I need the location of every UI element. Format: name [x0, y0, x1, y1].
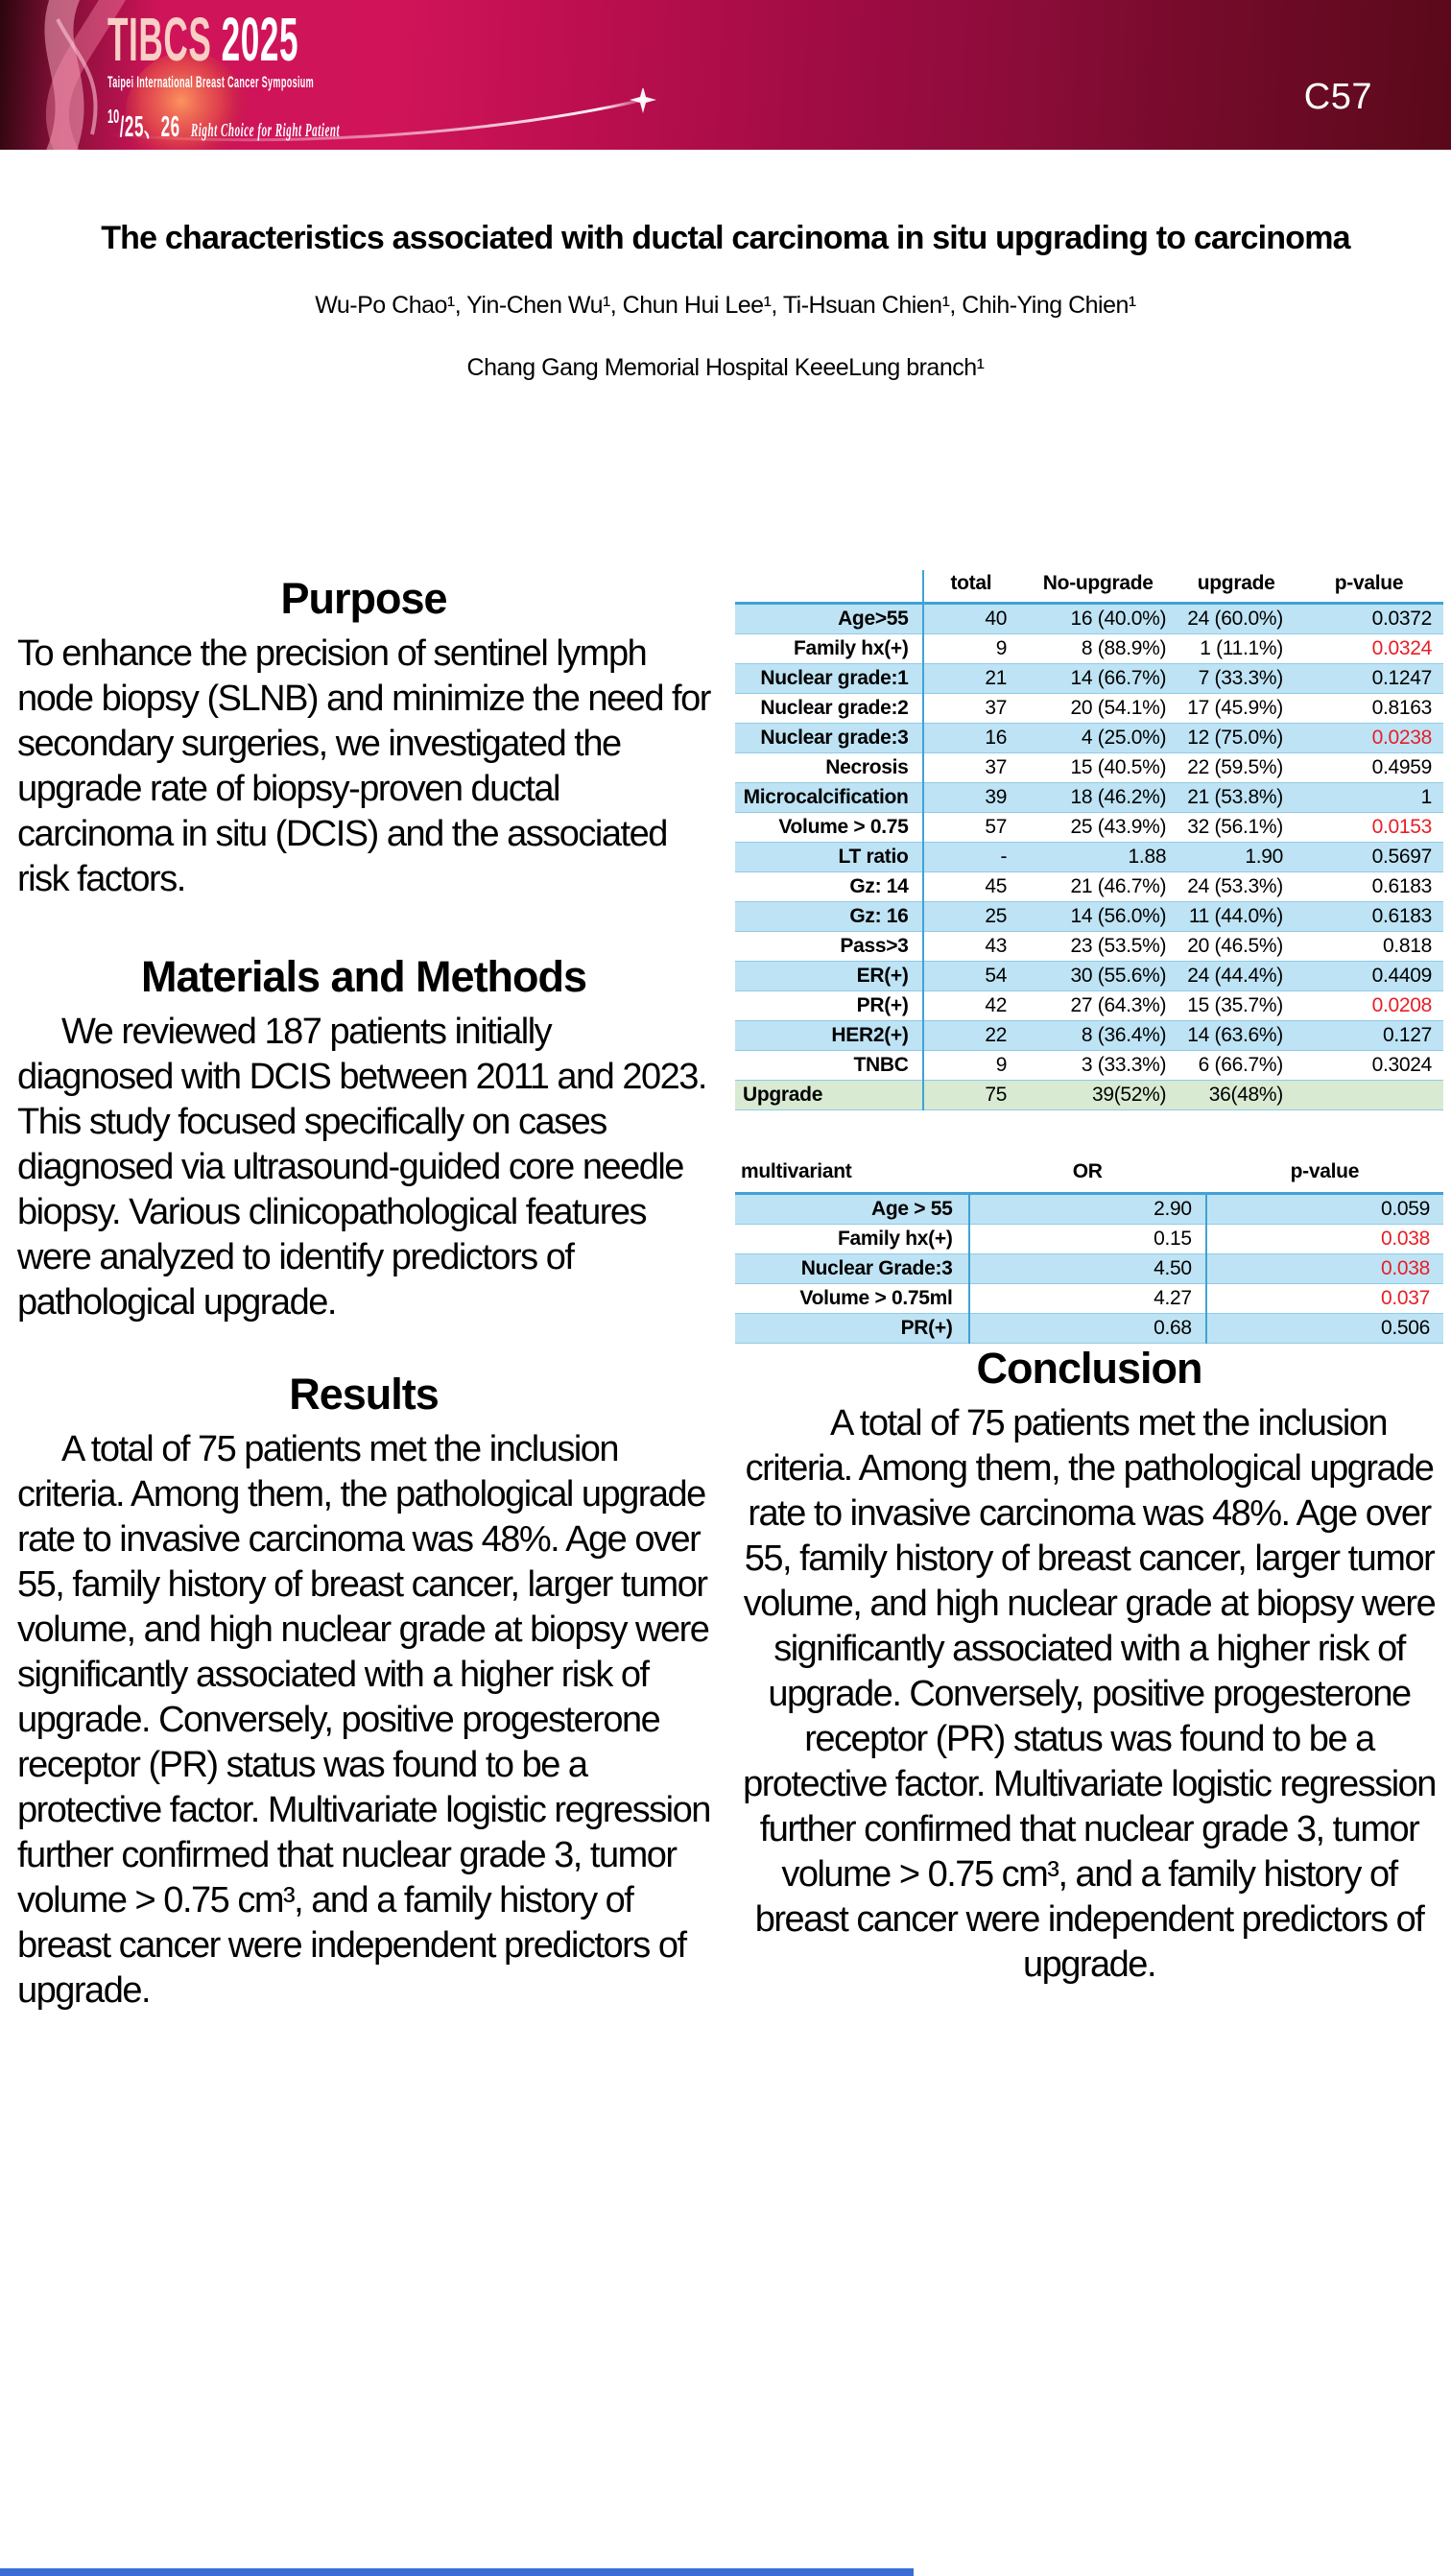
purpose-heading: Purpose	[280, 574, 447, 623]
upgrade-cell: 1 (11.1%)	[1177, 634, 1295, 664]
conclusion-heading: Conclusion	[976, 1344, 1202, 1393]
col-header-upgrade: upgrade	[1177, 570, 1295, 604]
col-header-or: OR	[969, 1155, 1206, 1194]
table-row	[735, 783, 1443, 813]
row-label: LT ratio	[735, 843, 923, 872]
upgrade-cell: 12 (75.0%)	[1177, 724, 1295, 753]
no-upgrade-cell: 20 (54.1%)	[1018, 694, 1177, 724]
row-label: Necrosis	[735, 753, 923, 783]
no-upgrade-cell: 30 (55.6%)	[1018, 962, 1177, 991]
upgrade-cell: 22 (59.5%)	[1177, 753, 1295, 783]
total-cell: 40	[923, 604, 1019, 634]
p-value-cell: 0.038	[1206, 1225, 1443, 1254]
table-row	[735, 1225, 1443, 1254]
p-value-cell: 0.0324	[1295, 634, 1443, 664]
total-cell: 16	[923, 724, 1019, 753]
table-row	[735, 1284, 1443, 1314]
total-cell: 25	[923, 902, 1019, 932]
p-value-cell: 0.038	[1206, 1254, 1443, 1284]
row-label: Nuclear grade:3	[735, 724, 923, 753]
table-row	[735, 724, 1443, 753]
col-header-no-upgrade: No-upgrade	[1018, 570, 1177, 604]
upgrade-cell: 36(48%)	[1177, 1081, 1295, 1110]
upgrade-cell: 17 (45.9%)	[1177, 694, 1295, 724]
row-label: Family hx(+)	[735, 634, 923, 664]
table-row	[735, 753, 1443, 783]
methods-heading: Materials and Methods	[140, 952, 587, 1001]
p-value-cell: 0.6183	[1295, 872, 1443, 902]
title-block	[0, 217, 1451, 382]
no-upgrade-cell: 15 (40.5%)	[1018, 753, 1177, 783]
or-cell: 2.90	[969, 1194, 1206, 1225]
bottom-progress-bar	[0, 2568, 914, 2576]
table-row	[735, 991, 1443, 1021]
row-label: Age>55	[735, 604, 923, 634]
table-row	[735, 664, 1443, 694]
row-label: PR(+)	[735, 1314, 969, 1344]
no-upgrade-cell: 21 (46.7%)	[1018, 872, 1177, 902]
results-heading: Results	[289, 1370, 439, 1419]
total-cell: 57	[923, 813, 1019, 843]
header-row	[735, 1155, 1443, 1194]
upgrade-cell: 20 (46.5%)	[1177, 932, 1295, 962]
table-row	[735, 902, 1443, 932]
table-row	[735, 1051, 1443, 1081]
univariate-table	[735, 570, 1443, 1110]
or-cell: 0.15	[969, 1225, 1206, 1254]
purpose-body: To enhance the precision of sentinel lymph node biopsy (SLNB) and minimize the need for secondary surgeries, we investigated the upgrade rate of biopsy-proven ductal carcinoma in situ (DCIS) and the associated risk factors.	[17, 633, 710, 899]
col-header-multivariant: multivariant	[735, 1155, 969, 1194]
p-value-cell: 0.127	[1295, 1021, 1443, 1051]
total-cell: 54	[923, 962, 1019, 991]
p-value-cell: 0.506	[1206, 1314, 1443, 1344]
table-row	[735, 1254, 1443, 1284]
total-cell: 9	[923, 634, 1019, 664]
row-label: TNBC	[735, 1051, 923, 1081]
total-cell: 22	[923, 1021, 1019, 1051]
table-row	[735, 1314, 1443, 1344]
table-row	[735, 694, 1443, 724]
table-row	[735, 813, 1443, 843]
no-upgrade-cell: 1.88	[1018, 843, 1177, 872]
row-label: Nuclear grade:1	[735, 664, 923, 694]
multivariate-table-body	[735, 1194, 1443, 1344]
univariate-table-body	[735, 604, 1443, 1110]
upgrade-cell: 6 (66.7%)	[1177, 1051, 1295, 1081]
total-cell: 45	[923, 872, 1019, 902]
total-cell: 37	[923, 694, 1019, 724]
no-upgrade-cell: 4 (25.0%)	[1018, 724, 1177, 753]
upgrade-cell: 1.90	[1177, 843, 1295, 872]
row-label: Pass>3	[735, 932, 923, 962]
col-header-p-value: p-value	[1206, 1155, 1443, 1194]
affiliation-line: Chang Gang Memorial Hospital KeeeLung branch¹	[466, 354, 985, 381]
upgrade-cell: 32 (56.1%)	[1177, 813, 1295, 843]
no-upgrade-cell: 3 (33.3%)	[1018, 1051, 1177, 1081]
upgrade-cell: 14 (63.6%)	[1177, 1021, 1295, 1051]
row-label: Microcalcification	[735, 783, 923, 813]
upgrade-cell: 7 (33.3%)	[1177, 664, 1295, 694]
methods-body: We reviewed 187 patients initially diagnosed with DCIS between 2011 and 2023. This study focused specifically on cases diagnosed via ultrasound-guided core needle biopsy. Various clinicopathological features were analyzed to identify predictors of pathological upgrade.	[17, 1012, 706, 1323]
table-row	[735, 604, 1443, 634]
p-value-cell: 0.818	[1295, 932, 1443, 962]
upgrade-summary-row	[735, 1081, 1443, 1110]
right-column	[735, 570, 1443, 1988]
p-value-cell: 1	[1295, 783, 1443, 813]
row-label: Volume > 0.75	[735, 813, 923, 843]
no-upgrade-cell: 14 (66.7%)	[1018, 664, 1177, 694]
header-row	[735, 570, 1443, 604]
total-cell: 75	[923, 1081, 1019, 1110]
row-label: Upgrade	[735, 1081, 923, 1110]
total-cell: 21	[923, 664, 1019, 694]
p-value-cell: 0.0208	[1295, 991, 1443, 1021]
total-cell: 42	[923, 991, 1019, 1021]
logo-date-days: 25、26	[124, 109, 180, 143]
logo-date-month: 10	[107, 107, 120, 128]
table-row	[735, 962, 1443, 991]
row-label: PR(+)	[735, 991, 923, 1021]
no-upgrade-cell: 14 (56.0%)	[1018, 902, 1177, 932]
or-cell: 0.68	[969, 1314, 1206, 1344]
logo-tibcs-text: TIBCS	[107, 5, 212, 74]
multivariate-table	[735, 1155, 1443, 1344]
p-value-cell: 0.8163	[1295, 694, 1443, 724]
univariate-table-header	[735, 570, 1443, 604]
table-row	[735, 1021, 1443, 1051]
poster-code: C57	[1303, 77, 1372, 117]
banner	[0, 0, 1451, 150]
p-value-cell: 0.0153	[1295, 813, 1443, 843]
logo-subtitle: Taipei International Breast Cancer Symposium	[107, 74, 315, 91]
upgrade-cell: 15 (35.7%)	[1177, 991, 1295, 1021]
or-cell: 4.27	[969, 1284, 1206, 1314]
no-upgrade-cell: 23 (53.5%)	[1018, 932, 1177, 962]
no-upgrade-cell: 18 (46.2%)	[1018, 783, 1177, 813]
multivariate-table-header	[735, 1155, 1443, 1194]
upgrade-cell: 11 (44.0%)	[1177, 902, 1295, 932]
row-label: Volume > 0.75ml	[735, 1284, 969, 1314]
p-value-cell	[1295, 1081, 1443, 1110]
results-body: A total of 75 patients met the inclusion criteria. Among them, the pathological upgrade rate to invasive carcinoma was 48%. Age over 55, family history of breast cancer, larger tumor volume, and high nuclear grade at biopsy were significantly associated with a higher risk of upgrade. Conversely, positive progesterone receptor (PR) status was found to be a protective factor. Multivariate logistic regression further confirmed that nuclear grade 3, tumor volume > 0.75 cm³, and a family history of breast cancer were independent predictors of upgrade.	[17, 1429, 710, 2011]
col-header-p-value: p-value	[1295, 570, 1443, 604]
no-upgrade-cell: 25 (43.9%)	[1018, 813, 1177, 843]
authors-line: Wu-Po Chao¹, Yin-Chen Wu¹, Chun Hui Lee¹, Ti-Hsuan Chien¹, Chih-Ying Chien¹	[315, 292, 1136, 319]
no-upgrade-cell: 39(52%)	[1018, 1081, 1177, 1110]
row-label: Family hx(+)	[735, 1225, 969, 1254]
upgrade-cell: 24 (53.3%)	[1177, 872, 1295, 902]
total-cell: 39	[923, 783, 1019, 813]
logo-date-slash: /	[119, 111, 125, 143]
row-label: Gz: 16	[735, 902, 923, 932]
row-label: Gz: 14	[735, 872, 923, 902]
no-upgrade-cell: 8 (88.9%)	[1018, 634, 1177, 664]
poster-title: The characteristics associated with ductal carcinoma in situ upgrading to carcinoma	[101, 220, 1350, 256]
row-label: Nuclear Grade:3	[735, 1254, 969, 1284]
p-value-cell: 0.0372	[1295, 604, 1443, 634]
col-header-blank	[735, 570, 923, 604]
p-value-cell: 0.0238	[1295, 724, 1443, 753]
logo-year-text: 2025	[221, 5, 299, 74]
total-cell: 9	[923, 1051, 1019, 1081]
p-value-cell: 0.4959	[1295, 753, 1443, 783]
p-value-cell: 0.3024	[1295, 1051, 1443, 1081]
total-cell: -	[923, 843, 1019, 872]
row-label: Nuclear grade:2	[735, 694, 923, 724]
col-header-total: total	[923, 570, 1019, 604]
table-row	[735, 1194, 1443, 1225]
p-value-cell: 0.4409	[1295, 962, 1443, 991]
p-value-cell: 0.037	[1206, 1284, 1443, 1314]
upgrade-cell: 24 (60.0%)	[1177, 604, 1295, 634]
upgrade-cell: 24 (44.4%)	[1177, 962, 1295, 991]
conclusion-body: A total of 75 patients met the inclusion criteria. Among them, the pathological upgrade rate to invasive carcinoma was 48%. Age over 55, family history of breast cancer, larger tumor volume, and high nuclear grade at biopsy were significantly associated with a higher risk of upgrade. Conversely, positive progesterone receptor (PR) status was found to be a protective factor. Multivariate logistic regression further confirmed that nuclear grade 3, tumor volume > 0.75 cm³, and a family history of breast cancer were independent predictors of upgrade.	[743, 1403, 1436, 1985]
p-value-cell: 0.059	[1206, 1194, 1443, 1225]
row-label: Age > 55	[735, 1194, 969, 1225]
upgrade-cell: 21 (53.8%)	[1177, 783, 1295, 813]
table-row	[735, 843, 1443, 872]
no-upgrade-cell: 16 (40.0%)	[1018, 604, 1177, 634]
no-upgrade-cell: 8 (36.4%)	[1018, 1021, 1177, 1051]
total-cell: 37	[923, 753, 1019, 783]
logo-title	[107, 5, 340, 74]
table-row	[735, 634, 1443, 664]
total-cell: 43	[923, 932, 1019, 962]
or-cell: 4.50	[969, 1254, 1206, 1284]
sparkle-icon	[630, 88, 656, 113]
p-value-cell: 0.5697	[1295, 843, 1443, 872]
left-column	[17, 574, 710, 2014]
p-value-cell: 0.6183	[1295, 902, 1443, 932]
table-row	[735, 872, 1443, 902]
swoosh-graphic	[100, 88, 676, 150]
p-value-cell: 0.1247	[1295, 664, 1443, 694]
no-upgrade-cell: 27 (64.3%)	[1018, 991, 1177, 1021]
row-label: HER2(+)	[735, 1021, 923, 1051]
logo-slogan: Right Choice for Right Patient	[190, 120, 341, 141]
table-row	[735, 932, 1443, 962]
row-label: ER(+)	[735, 962, 923, 991]
